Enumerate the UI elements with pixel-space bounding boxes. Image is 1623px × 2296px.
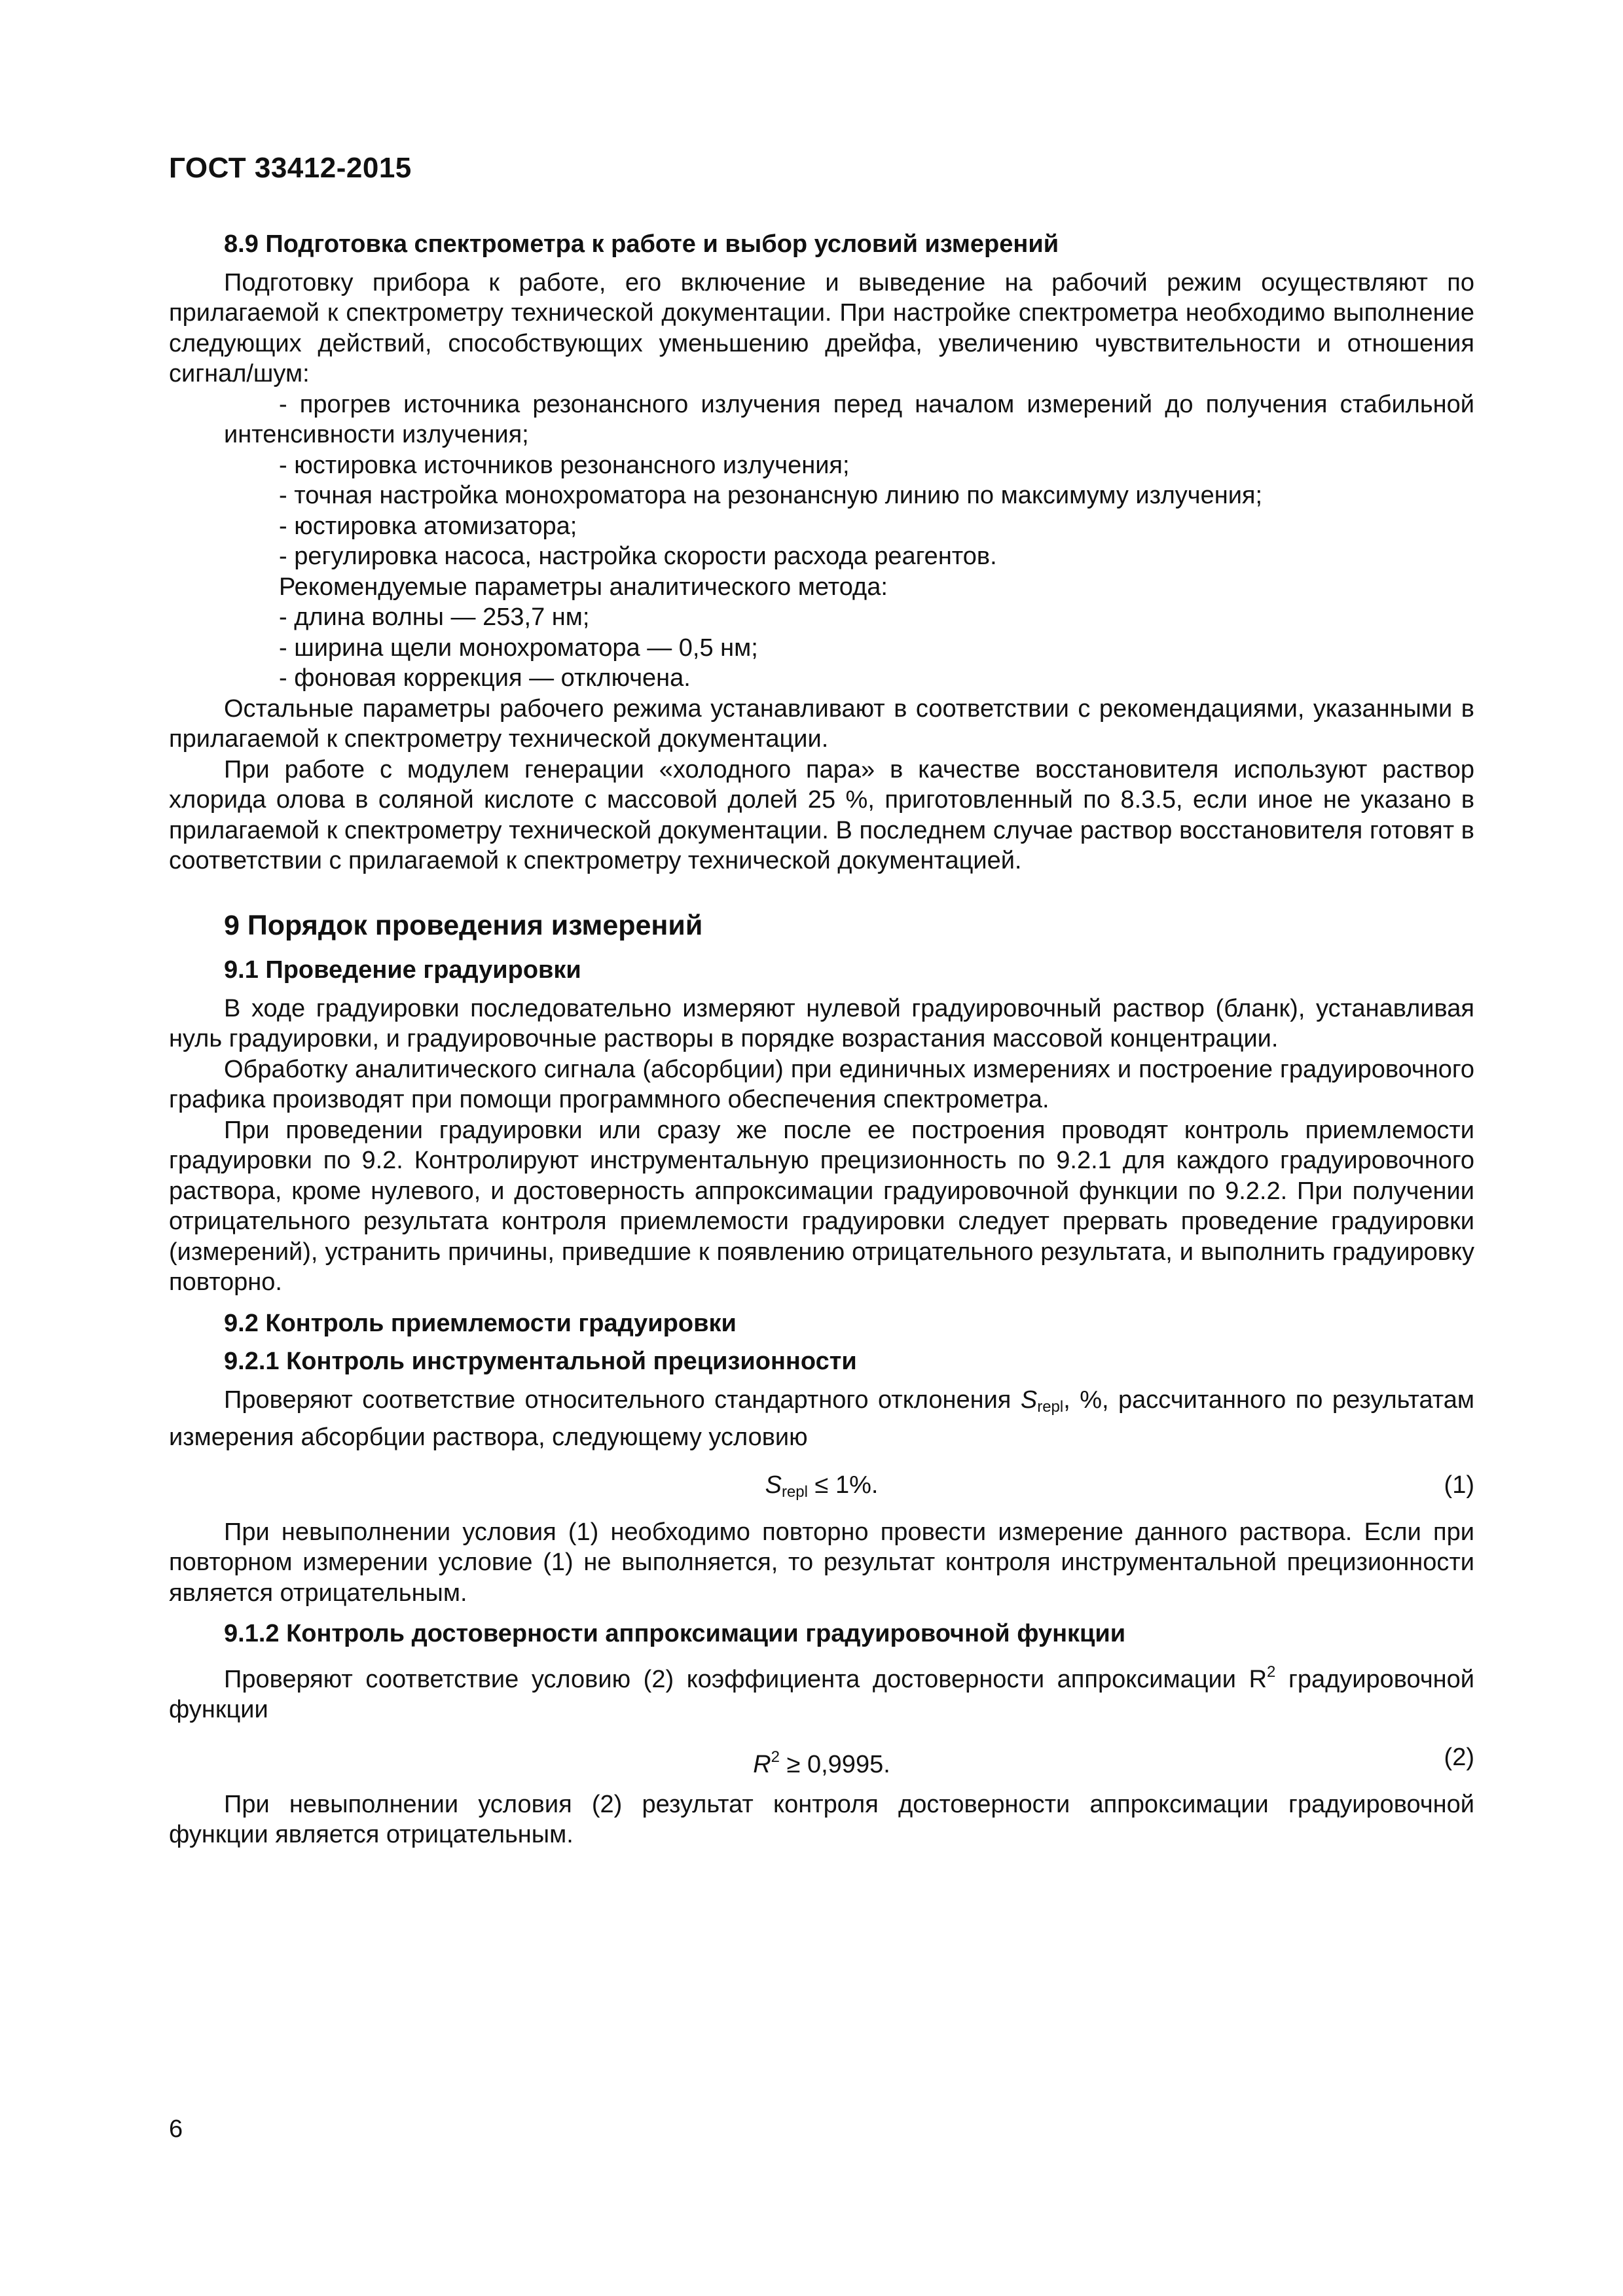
section-9-1-heading: 9.1 Проведение градуировки	[224, 956, 581, 984]
params-intro: Рекомендуемые параметры аналитического метода:	[279, 573, 888, 601]
section-8-9-heading: 8.9 Подготовка спектрометра к работе и выбор условий измерений	[224, 230, 1059, 258]
section-9-1-paragraph-3: При проведении градуировки или сразу же после ее построения проводят контроль приемлемости градуировки по 9.2. Контролируют инструментальную прецизионность по 9.2.1 для каждого градуировочного раствора, кроме нулевого, и достоверность аппроксимации градуировочной функции по 9.2.2. При получении отрицательного результата контроля приемлемости градуировки следует прервать проведение градуировки (измерений), устранить причины, приведшие к появлению отрицательного результата, и выполнить градуировку повторно.	[169, 1116, 1474, 1296]
formula-1-number: (1)	[1444, 1471, 1474, 1499]
section-9-2-heading: 9.2 Контроль приемлемости градуировки	[224, 1309, 737, 1337]
section-9-1-paragraph-2: Обработку аналитического сигнала (абсорбции) при единичных измерениях и построение градуировочного графика производят при помощи программного обеспечения спектрометра.	[169, 1055, 1474, 1113]
setup-step-1: - прогрев источника резонансного излучения перед началом измерений до получения стабильной интенсивности излучения;	[224, 390, 1474, 448]
section-9-heading: 9 Порядок проведения измерений	[224, 909, 703, 941]
formula-2-expression: $R^2 \ge 0,9995$.	[753, 1748, 890, 1778]
section-9-1-2-heading: 9.1.2 Контроль достоверности аппроксимации градуировочной функции	[224, 1620, 1126, 1647]
formula-2	[169, 1738, 1474, 1778]
formula-1	[169, 1466, 1474, 1505]
formula-1-expression: $S_{repl} \le 1\%$.	[765, 1471, 879, 1501]
section-9-2-1-paragraph-1: Проверяют соответствие относительного стандартного отклонения $S_{repl}$, %, рассчитанного по результатам измерения абсорбции раствора, следующему условию	[169, 1386, 1474, 1451]
section-8-9-paragraph-2: Остальные параметры рабочего режима устанавливают в соответствии с рекомендациями, указанными в прилагаемой к спектрометру технической документации.	[169, 694, 1474, 753]
setup-step-5: - регулировка насоса, настройка скорости расхода реагентов.	[279, 543, 997, 570]
section-8-9-paragraph-3: При работе с модулем генерации «холодного пара» в качестве восстановителя используют раствор хлорида олова в соляной кислоте с массовой долей 25 %, приготовленный по 8.3.5, если иное не указано в прилагаемой к спектрометру технической документации. В последнем случае раствор восстановителя готовят в соответствии с прилагаемой к спектрометру технической документацией.	[169, 755, 1474, 874]
section-9-1-2-paragraph-1: Проверяют соответствие условию (2) коэффициента достоверности аппроксимации $R^2$ градуировочной функции	[169, 1662, 1474, 1723]
document-code: ГОСТ 33412-2015	[169, 152, 412, 184]
param-wavelength: - длина волны — 253,7 нм;	[279, 603, 590, 631]
page-number: 6	[169, 2115, 183, 2143]
section-9-2-1-paragraph-2: При невыполнении условия (1) необходимо повторно провести измерение данного раствора. Если при повторном измерении условие (1) не выполняется, то результат контроля инструментальной прецизионности является отрицательным.	[169, 1518, 1474, 1607]
formula-2-number: (2)	[1444, 1743, 1474, 1771]
section-9-1-paragraph-1: В ходе градуировки последовательно измеряют нулевой градуировочный раствор (бланк), устанавливая нуль градуировки, и градуировочные растворы в порядке возрастания массовой концентрации.	[169, 994, 1474, 1052]
section-9-1-2-paragraph-2: При невыполнении условия (2) результат контроля достоверности аппроксимации градуировочной функции является отрицательным.	[169, 1790, 1474, 1848]
setup-step-2: - юстировка источников резонансного излучения;	[279, 451, 850, 479]
setup-step-4: - юстировка атомизатора;	[279, 512, 577, 540]
section-8-9-paragraph-1: Подготовку прибора к работе, его включение и выведение на рабочий режим осуществляют по прилагаемой к спектрометру технической документации. При настройке спектрометра необходимо выполнение следующих действий, способствующих уменьшению дрейфа, увеличению чувствительности и отношения сигнал/шум:	[169, 268, 1474, 387]
param-slit-width: - ширина щели монохроматора — 0,5 нм;	[279, 634, 758, 662]
page-content	[169, 229, 1474, 1850]
param-background-correction: - фоновая коррекция — отключена.	[279, 664, 691, 692]
section-9-2-1-heading: 9.2.1 Контроль инструментальной прецизионности	[224, 1348, 857, 1375]
setup-step-3: - точная настройка монохроматора на резонансную линию по максимуму излучения;	[279, 482, 1263, 509]
